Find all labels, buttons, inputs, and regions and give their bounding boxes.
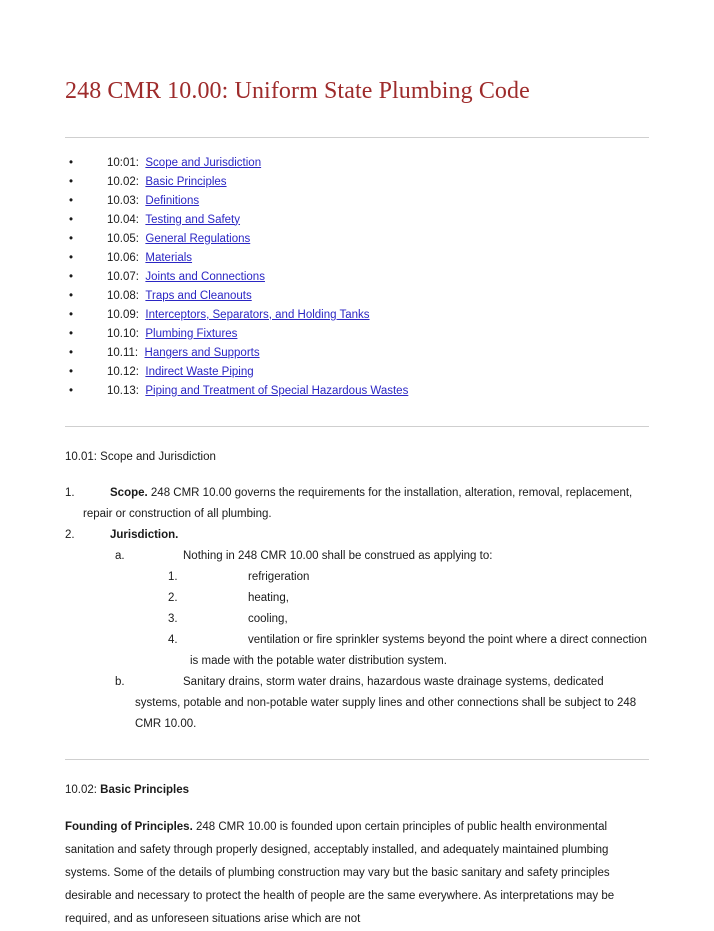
section-heading-10-02 xyxy=(65,760,649,799)
section-number: 10.02: xyxy=(65,783,101,796)
founding-of-principles-text: 248 CMR 10.00 is founded upon certain principles of public health environmental sanitation and safety through properly designed, acceptably installed, and adequately maintained plumbing systems. Some of the details of plumbing construction may vary but the basic sanitary and safety principles desirable and necessary to protect the health of people are the same everywhere. As interpretations may be required, and as unforeseen situations arise which are not xyxy=(65,820,615,925)
toc-item-number: 10.07: xyxy=(107,270,139,283)
list-item-text: cooling, xyxy=(248,612,288,625)
bullet-icon: • xyxy=(69,194,74,207)
bullet-icon: • xyxy=(69,213,74,226)
jurisdiction-sublist xyxy=(83,546,649,735)
toc-item-number: 10.12: xyxy=(107,365,139,378)
list-marker: 1. xyxy=(168,570,178,583)
toc-item-number: 10.11: xyxy=(107,346,139,359)
toc-item-number: 10.09: xyxy=(107,308,139,321)
list-item-cooling xyxy=(168,609,649,630)
list-marker: 2. xyxy=(65,528,75,541)
list-item xyxy=(65,363,649,382)
toc-link-general-regulations[interactable]: General Regulations xyxy=(145,232,251,245)
toc-item-number: 10.10: xyxy=(107,327,139,340)
list-item xyxy=(65,230,649,249)
list-item-jurisdiction xyxy=(65,525,649,735)
bullet-icon: • xyxy=(69,232,74,245)
list-item-2b xyxy=(115,672,649,735)
page-title: 248 CMR 10.00: Uniform State Plumbing Code xyxy=(65,78,530,104)
toc-link-scope-and-jurisdiction[interactable]: Scope and Jurisdiction xyxy=(145,156,262,169)
list-item-scope xyxy=(65,483,649,525)
list-item-text xyxy=(83,525,649,546)
list-item-text: Nothing in 248 CMR 10.00 shall be construed as applying to: xyxy=(183,549,493,562)
list-marker: 4. xyxy=(168,633,178,646)
list-item-text: Sanitary drains, storm water drains, hazardous waste drainage systems, dedicated systems, potable and non-potable water supply lines and other connections shall be subject to 248 CMR 10.00. xyxy=(135,675,637,730)
toc-item-number: 10:01: xyxy=(107,156,139,169)
jurisdiction-label: Jurisdiction. xyxy=(110,528,179,541)
list-item-ventilation xyxy=(168,630,649,672)
founding-of-principles-paragraph xyxy=(65,799,649,931)
section-heading-10-01: 10.01: Scope and Jurisdiction xyxy=(65,450,216,463)
bullet-icon: • xyxy=(69,365,74,378)
toc-link-hangers-and-supports[interactable]: Hangers and Supports xyxy=(144,346,260,359)
list-marker: a. xyxy=(115,549,125,562)
toc-link-definitions[interactable]: Definitions xyxy=(145,194,200,207)
exclusions-list xyxy=(135,567,649,672)
bullet-icon: • xyxy=(69,289,74,302)
table-of-contents xyxy=(65,138,649,401)
toc-link-indirect-waste-piping[interactable]: Indirect Waste Piping xyxy=(145,365,254,378)
founding-of-principles-label: Founding of Principles. xyxy=(65,820,193,833)
toc-item-number: 10.02: xyxy=(107,175,139,188)
bullet-icon: • xyxy=(69,346,74,359)
list-item-text: heating, xyxy=(248,591,289,604)
bullet-icon: • xyxy=(69,175,74,188)
toc-link-testing-and-safety[interactable]: Testing and Safety xyxy=(145,213,241,226)
toc-item-number: 10.05: xyxy=(107,232,139,245)
toc-item-number: 10.03: xyxy=(107,194,139,207)
list-item xyxy=(65,382,649,401)
bullet-icon: • xyxy=(69,156,74,169)
scope-label: Scope. xyxy=(110,486,148,499)
list-item xyxy=(65,211,649,230)
list-item-text: refrigeration xyxy=(248,570,310,583)
bullet-icon: • xyxy=(69,308,74,321)
list-item-2a xyxy=(115,546,649,672)
list-item-heating xyxy=(168,588,649,609)
list-marker: 2. xyxy=(168,591,178,604)
toc-link-plumbing-fixtures[interactable]: Plumbing Fixtures xyxy=(145,327,238,340)
list-marker: 3. xyxy=(168,612,178,625)
toc-link-traps-and-cleanouts[interactable]: Traps and Cleanouts xyxy=(145,289,252,302)
section-10-01-list xyxy=(65,466,649,735)
list-item xyxy=(65,154,649,173)
list-item xyxy=(65,306,649,325)
list-marker: 1. xyxy=(65,486,75,499)
toc-item-number: 10.08: xyxy=(107,289,139,302)
bullet-icon: • xyxy=(69,327,74,340)
toc-link-materials[interactable]: Materials xyxy=(145,251,193,264)
list-item xyxy=(65,287,649,306)
list-item xyxy=(65,173,649,192)
list-item xyxy=(65,249,649,268)
toc-link-interceptors-separators-and-holding-tanks[interactable]: Interceptors, Separators, and Holding Tanks xyxy=(145,308,370,321)
scope-text: 248 CMR 10.00 governs the requirements for the installation, alteration, removal, replacement, repair or construction of all plumbing. xyxy=(83,486,633,520)
list-item xyxy=(65,325,649,344)
list-item xyxy=(65,344,649,363)
bullet-icon: • xyxy=(69,251,74,264)
bullet-icon: • xyxy=(69,384,74,397)
toc-link-piping-and-treatment-of-special-hazardous-wastes[interactable]: Piping and Treatment of Special Hazardous Wastes xyxy=(145,384,409,397)
list-item-refrigeration xyxy=(168,567,649,588)
list-item-text: ventilation or fire sprinkler systems beyond the point where a direct connection is made with the potable water distribution system. xyxy=(190,633,647,667)
section-title: Basic Principles xyxy=(100,783,190,796)
list-marker: b. xyxy=(115,675,125,688)
toc-item-number: 10.06: xyxy=(107,251,139,264)
toc-item-number: 10.04: xyxy=(107,213,139,226)
list-item-text xyxy=(83,483,649,525)
toc-item-number: 10.13: xyxy=(107,384,139,397)
list-item xyxy=(65,268,649,287)
toc-link-joints-and-connections[interactable]: Joints and Connections xyxy=(145,270,265,283)
toc-link-basic-principles[interactable]: Basic Principles xyxy=(145,175,227,188)
bullet-icon: • xyxy=(69,270,74,283)
list-item xyxy=(65,192,649,211)
